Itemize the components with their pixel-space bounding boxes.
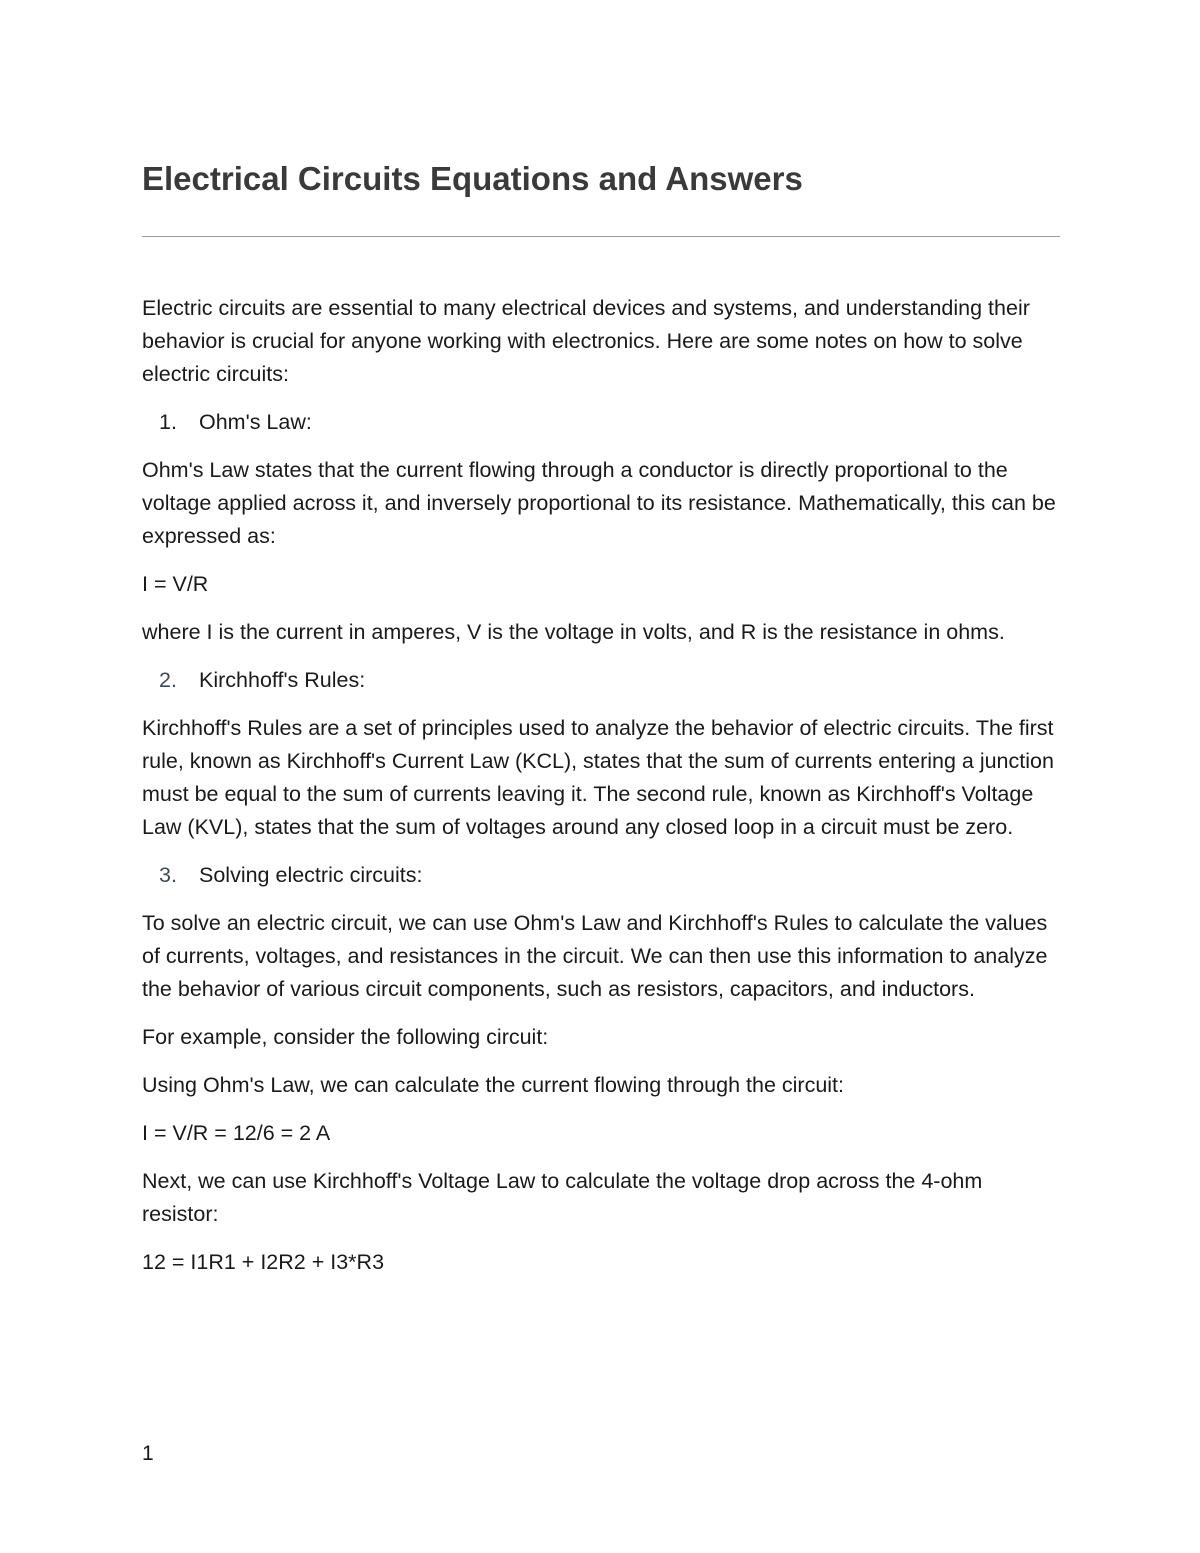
list-number: 2. — [159, 668, 177, 692]
solving-paragraph: To solve an electric circuit, we can use Ohm's Law and Kirchhoff's Rules to calculate the values of currents, voltages, and resistances in the circuit. We can then use this information to analyze the behavior of various circuit components, such as resistors, capacitors, and inductors. — [142, 911, 1048, 1001]
intro-paragraph: Electric circuits are essential to many electrical devices and systems, and understanding their behavior is crucial for anyone working with electronics. Here are some notes on how to solve electric circuits: — [142, 296, 1030, 386]
ohms-law-formula: I = V/R — [142, 572, 209, 596]
kvl-formula: 12 = I1R1 + I2R2 + I3*R3 — [142, 1250, 385, 1274]
list-item-kirchhoffs-rules — [142, 664, 1060, 697]
document-page — [142, 0, 1060, 1553]
document-title: Electrical Circuits Equations and Answers — [142, 160, 803, 197]
section-heading: Solving electric circuits: — [199, 863, 423, 887]
section-heading: Kirchhoff's Rules: — [199, 668, 366, 692]
kvl-usage: Next, we can use Kirchhoff's Voltage Law to calculate the voltage drop across the 4-ohm resistor: — [142, 1169, 983, 1226]
title-divider — [142, 236, 1060, 237]
ohms-law-paragraph: Ohm's Law states that the current flowing through a conductor is directly proportional to the voltage applied across it, and inversely proportional to its resistance. Mathematically, this can be expressed as: — [142, 458, 1056, 548]
list-item-solving-circuits — [142, 859, 1060, 892]
ohms-law-usage: Using Ohm's Law, we can calculate the current flowing through the circuit: — [142, 1073, 845, 1097]
page-number: 1 — [142, 1442, 154, 1465]
list-item-ohms-law — [142, 406, 1060, 439]
current-formula: I = V/R = 12/6 = 2 A — [142, 1121, 331, 1145]
list-number: 3. — [159, 863, 177, 887]
list-number: 1. — [159, 410, 177, 434]
document-body — [142, 292, 1060, 1294]
ohms-law-explanation: where I is the current in amperes, V is the voltage in volts, and R is the resistance in ohms. — [142, 620, 1005, 644]
kirchhoffs-rules-paragraph: Kirchhoff's Rules are a set of principles used to analyze the behavior of electric circuits. The first rule, known as Kirchhoff's Current Law (KCL), states that the sum of currents entering a junction must be equal to the sum of currents leaving it. The second rule, known as Kirchhoff's Voltage Law (KVL), states that the sum of voltages around any closed loop in a circuit must be zero. — [142, 716, 1054, 839]
example-intro: For example, consider the following circuit: — [142, 1025, 549, 1049]
section-heading: Ohm's Law: — [199, 410, 312, 434]
